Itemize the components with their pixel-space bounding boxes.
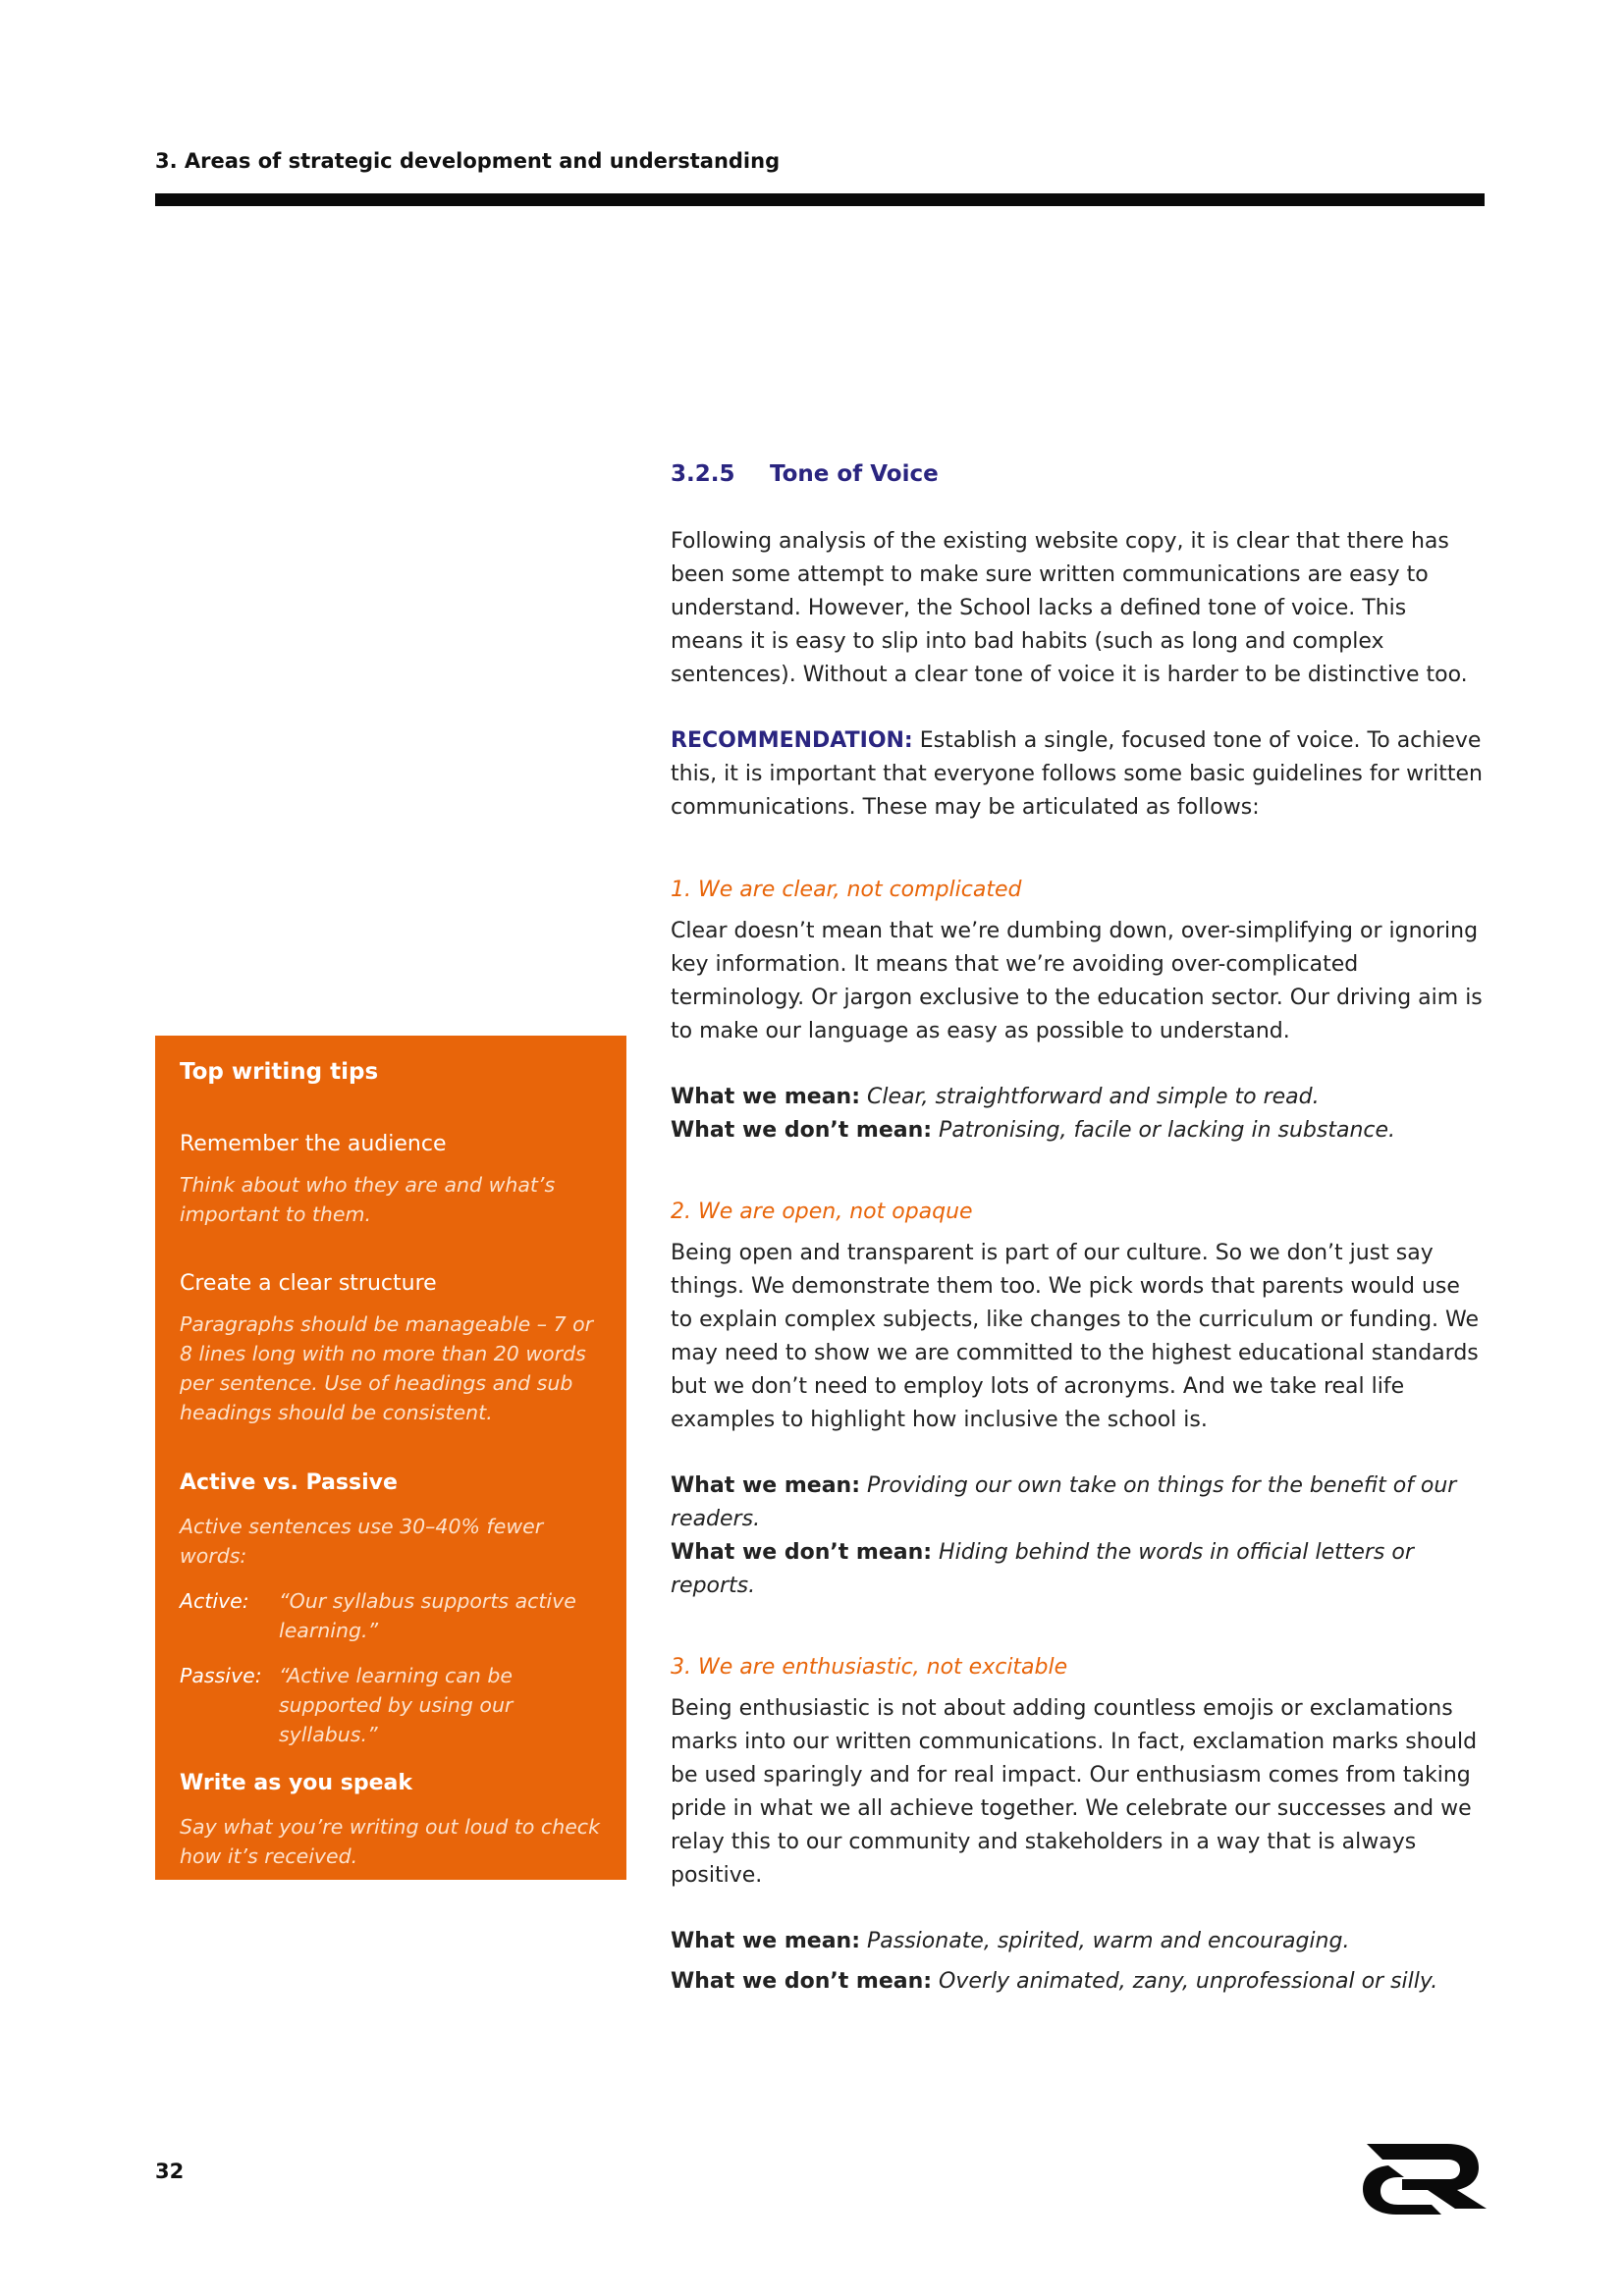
principle-means	[671, 1081, 1486, 1148]
header-rule	[155, 193, 1485, 206]
principle-heading: 3. We are enthusiastic, not excitable	[671, 1655, 1068, 1680]
tip-audience-heading: Remember the audience	[180, 1132, 447, 1156]
principle-means	[671, 1469, 1486, 1603]
tip-audience-text: Think about who they are and what’s important to them.	[180, 1173, 556, 1226]
passive-example-row	[180, 1661, 603, 1749]
active-label: Active:	[180, 1589, 249, 1613]
writing-tips-box	[155, 1036, 626, 1880]
recommendation-paragraph	[671, 724, 1486, 825]
what-we-mean-text: Passionate, spirited, warm and encouraging.	[860, 1929, 1350, 1953]
what-we-mean-text: Clear, straightforward and simple to read.	[860, 1085, 1320, 1109]
tips-title: Top writing tips	[180, 1059, 379, 1085]
intro-paragraph: Following analysis of the existing website copy, it is clear that there has been some attempt to make sure written communications are easy to understand. However, the School lacks a defined tone of voice. This means it is easy to slip into bad habits (such as long and complex sentences). Without a clear tone of voice it is harder to be distinctive too.	[671, 529, 1468, 687]
tip-structure-text: Paragraphs should be manageable – 7 or 8 lines long with no more than 20 words per sentence. Use of headings and sub headings should be consistent.	[180, 1312, 594, 1424]
principle-1	[671, 874, 1486, 1148]
active-example: “Our syllabus supports active learning.”	[279, 1589, 576, 1642]
principle-heading: 1. We are clear, not complicated	[671, 878, 1022, 902]
what-we-dont-mean-text: Overly animated, zany, unprofessional or silly.	[932, 1969, 1438, 1994]
what-we-mean-text: Providing our own take on things for the benefit of our readers.	[671, 1473, 1457, 1531]
what-we-mean-label: What we mean:	[671, 1085, 861, 1109]
section-number: 3.2.5	[671, 461, 735, 487]
recommendation-label: RECOMMENDATION:	[671, 728, 913, 753]
principle-body: Being enthusiastic is not about adding countless emojis or exclamations marks into our written communications. In fact, exclamation marks should be used sparingly and for real impact. Our enthusiasm comes from taking pride in what we all achieve together. We celebrate our successes and we relay this to our community and stakeholders in a way that is always positive.	[671, 1696, 1478, 1888]
active-example-row	[180, 1586, 603, 1645]
passive-example: “Active learning can be supported by using our syllabus.”	[279, 1664, 514, 1746]
principle-2	[671, 1196, 1486, 1603]
what-we-dont-mean-label: What we don’t mean:	[671, 1969, 933, 1994]
principle-3	[671, 1651, 1486, 1999]
tip-structure-heading: Create a clear structure	[180, 1271, 437, 1296]
what-we-mean-label: What we mean:	[671, 1929, 861, 1953]
what-we-dont-mean-label: What we don’t mean:	[671, 1118, 933, 1143]
principle-body: Being open and transparent is part of our culture. So we don’t just say things. We demonstrate them too. We pick words that parents would use to explain complex subjects, like changes to the curriculum or funding. We may need to show we are committed to the highest educational standards but we don’t need to employ lots of acronyms. And we take real life examples to highlight how inclusive the school is.	[671, 1241, 1480, 1432]
tip-speak-text: Say what you’re writing out loud to check how it’s received.	[180, 1815, 600, 1868]
principle-body: Clear doesn’t mean that we’re dumbing down, over-simplifying or ignoring key information. It means that we’re avoiding over-complicated terminology. Or jargon exclusive to the education sector. Our driving aim is to make our language as easy as possible to understand.	[671, 919, 1483, 1043]
what-we-dont-mean-label: What we don’t mean:	[671, 1540, 933, 1565]
tip-speak-heading: Write as you speak	[180, 1771, 412, 1795]
what-we-dont-mean-text: Patronising, facile or lacking in substance.	[932, 1118, 1396, 1143]
section-heading	[671, 461, 1486, 493]
what-we-mean-label: What we mean:	[671, 1473, 861, 1498]
section-title: Tone of Voice	[770, 461, 939, 487]
tip-active-intro: Active sentences use 30–40% fewer words:	[180, 1515, 544, 1568]
what-we-dont-mean-text: Hiding behind the words in official letters or reports.	[671, 1540, 1414, 1598]
principle-means	[671, 1925, 1486, 1999]
page-number: 32	[155, 2160, 185, 2183]
principle-heading: 2. We are open, not opaque	[671, 1200, 973, 1224]
running-header: 3. Areas of strategic development and understanding	[155, 149, 781, 173]
brand-logo-icon	[1363, 2144, 1487, 2215]
passive-label: Passive:	[180, 1664, 262, 1687]
recommendation-text: Establish a single, focused tone of voice. To achieve this, it is important that everyone follows some basic guidelines for written communications. These may be articulated as follows:	[671, 728, 1483, 820]
main-column	[671, 461, 1486, 1999]
tip-active-heading: Active vs. Passive	[180, 1470, 398, 1495]
